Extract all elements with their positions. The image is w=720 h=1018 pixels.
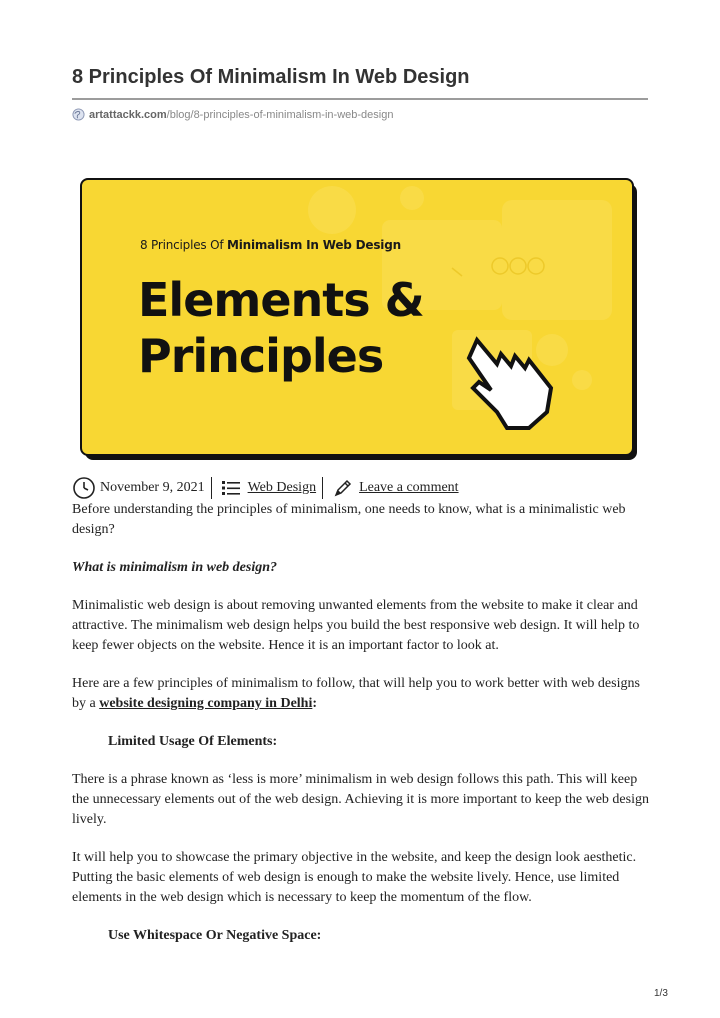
source-domain: artattackk.com (89, 108, 167, 121)
company-link[interactable]: website designing company in Delhi (99, 696, 313, 711)
intro-paragraph: Before understanding the principles of minimalism, one needs to know, what is a minimalistic web design? (72, 502, 626, 537)
hero-subtitle: 8 Principles Of Minimalism In Web Design (140, 238, 401, 252)
hero-heading-line2: Principles (138, 329, 384, 383)
paragraph-2: Here are a few principles of minimalism to follow, that will help you to work better with web designs by a website designing company in Delhi: (72, 676, 640, 711)
article-body (72, 500, 650, 946)
globe-icon (72, 108, 85, 121)
comment-link[interactable]: Leave a comment (359, 480, 459, 495)
paragraph-1: Minimalistic web design is about removing unwanted elements from the website to make it clear and attractive. The minimalism web design helps you build the best responsive web design. It will help to keep fewer objects on the website. Hence it is an important factor to look at. (72, 598, 640, 653)
meta-separator (322, 477, 323, 499)
source-url[interactable] (72, 108, 393, 121)
hero-heading (138, 272, 424, 384)
pencil-icon (333, 478, 353, 498)
clock-icon (72, 476, 96, 500)
post-meta (72, 476, 459, 500)
title-divider (72, 98, 648, 100)
paragraph-4: It will help you to showcase the primary objective in the website, and keep the design look aesthetic. Putting the basic elements of web design is enough to make the website lively. Hence, use limited elements in the web design which is necessary to keep the momentum of the flow. (72, 850, 637, 905)
hero-banner (80, 178, 634, 456)
page-number: 1/3 (654, 988, 668, 999)
list-icon (222, 481, 240, 495)
section-heading-2: Use Whitespace Or Negative Space: (108, 928, 322, 943)
paragraph-3: There is a phrase known as ‘less is more’ minimalism in web design follows this path. This will keep the unnecessary elements out of the web design. Achieving it is more important to keep the web design lively. (72, 772, 649, 827)
section-heading-1: Limited Usage Of Elements: (108, 734, 278, 749)
hero-heading-line1: Elements & (138, 273, 424, 327)
meta-separator (211, 477, 212, 499)
source-path: /blog/8-principles-of-minimalism-in-web-design (166, 108, 394, 121)
hero-image (80, 178, 638, 461)
post-date: November 9, 2021 (100, 480, 205, 495)
category-link[interactable]: Web Design (247, 480, 317, 495)
page-title: 8 Principles Of Minimalism In Web Design (72, 66, 470, 88)
question-heading: What is minimalism in web design? (72, 560, 277, 575)
